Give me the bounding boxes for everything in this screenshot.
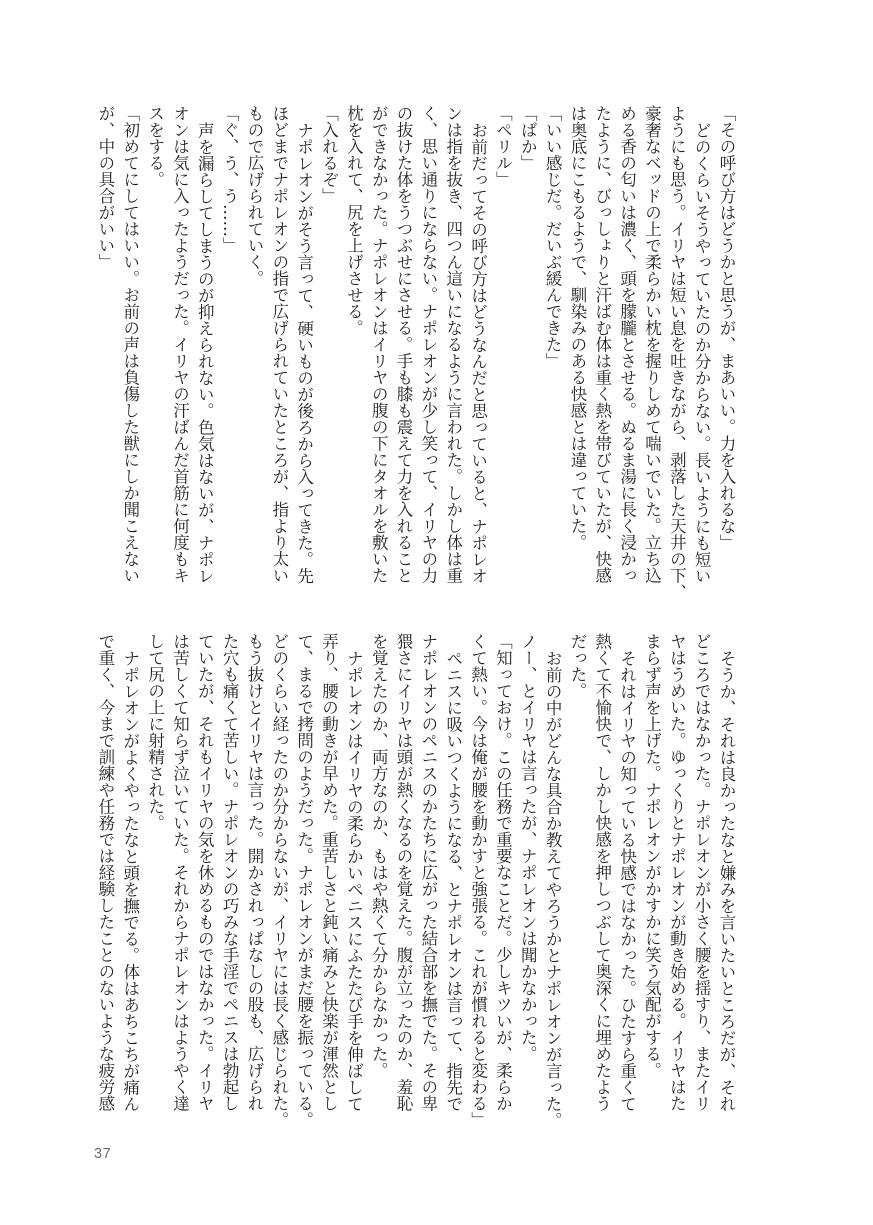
text-column-21: た穴も痛くて苦しい。ナポレオンの巧みな手淫でペニスは勃起し <box>220 633 240 1112</box>
text-column-15: ができなかった。ナポレオンはイリヤの腹の下にタオルを敷いた <box>369 105 389 584</box>
text-column-18: て、まるで拷問のようだった。ナポレオンがまだ腰を振っている。 <box>294 633 314 1128</box>
text-column-20: もので広げられていく。 <box>244 105 264 287</box>
text-column-24: スをする。 <box>145 105 165 188</box>
text-column-21: 「ぐ、う、う……」 <box>220 105 240 254</box>
text-column-5: それはイリヤの知っている快感ではなかった。ひたすら重くて <box>617 649 637 1112</box>
text-column-5: める香の匂いは濃く、頭を朦朧とさせる。ぬるま湯に長く浸かっ <box>617 105 637 584</box>
text-column-13: ナポレオンのペニスのかたちに広がった結合部を撫でた。その卑 <box>418 633 438 1112</box>
text-column-8: 「いい感じだ。だいぶ緩んできた」 <box>543 105 563 369</box>
text-column-11: くて熱い。今は俺が腰を動かすと強張る。これが慣れると変わる」 <box>468 633 488 1128</box>
text-column-25: ナポレオンがよくやったなと頭を撫でる。体はあちこちが痛ん <box>120 649 140 1112</box>
text-column-3: ようにも思う。イリヤは短い息を吐きながら、剥落した天井の下、 <box>667 105 687 600</box>
text-column-12: ンは指を抜き、四つん這いになるように言われた。しかし体は重 <box>443 105 463 584</box>
text-block-top <box>92 105 738 602</box>
text-column-18: ナポレオンがそう言って、硬いものが後ろから入ってきた。先 <box>294 121 314 584</box>
text-column-9: 「ばか」 <box>518 105 538 171</box>
text-column-24: して尻の上に射精された。 <box>145 633 165 831</box>
text-column-7: は奥底にこもるようで、馴染みのある快感とは違っていた。 <box>567 105 587 551</box>
text-column-8: お前の中がどんな具合か教えてやろうかとナポレオンが言った。 <box>543 649 563 1128</box>
text-column-23: は苦しくて知らず泣いていた。それからナポレオンはようやく達 <box>170 633 190 1112</box>
text-column-19: どのくらい経ったのか分からないが、イリヤには長く感じられた。 <box>269 633 289 1128</box>
text-column-26: で重く、今まで訓練や任務では経験したことのないような疲労感 <box>95 633 115 1112</box>
text-column-4: 豪奢なベッドの上で柔らかい枕を握りしめて喘いでいた。立ち込 <box>642 105 662 584</box>
text-column-22: 声を漏らしてしまうのが抑えられない。色気はないが、ナポレ <box>195 121 215 584</box>
text-column-16: 枕を入れて、尻を上げさせる。 <box>344 105 364 336</box>
text-column-6: 熱くて不愉快で、しかし快感を押しつぶして奥深くに埋めたよう <box>592 633 612 1112</box>
text-column-20: もう抜けとイリヤは言った。開かされっぱなしの股も、広げられ <box>244 633 264 1112</box>
text-column-26: が、中の具合がいい」 <box>95 105 115 270</box>
text-column-2: どのくらいそうやっていたのか分からない。長いようにも短い <box>692 121 712 584</box>
text-column-3: ヤはうめいた。ゆっくりとナポレオンが動き始める。イリヤはた <box>667 633 687 1112</box>
text-column-2: どころではなかった。ナポレオンが小さく腰を揺すり、またイリ <box>692 633 712 1112</box>
text-column-7: だった。 <box>567 633 587 699</box>
text-column-6: たように、びっしょりと汗ばむ体は重く熱を帯びていたが、快感 <box>592 105 612 584</box>
text-column-12: ペニスに吸いつくようになる、とナポレオンは言って、指先で <box>443 649 463 1112</box>
page-number: 37 <box>94 1146 112 1162</box>
text-column-19: ほどまでナポレオンの指で広げられていたところが、指より太い <box>269 105 289 584</box>
text-column-15: を覚えたのか、両方なのか、もはや熱くて分からなかった。 <box>369 633 389 1079</box>
text-column-1: そうか、それは良かったなと嫌みを言いたいところだが、それ <box>717 649 736 1112</box>
text-column-23: オンは気に入ったようだった。イリヤの汗ばんだ首筋に何度もキ <box>170 105 190 584</box>
text-column-17: 弄り、腰の動きが早めた。重苦しさと鈍い痛みと快楽が渾然とし <box>319 633 339 1112</box>
text-column-25: 「初めてにしてはいい。お前の声は負傷した獣にしか聞こえない <box>120 105 140 584</box>
text-column-10: 「ペリル」 <box>493 105 513 188</box>
text-column-1: 「その呼び方はどうかと思うが、まあいい。力を入れるな」 <box>717 105 736 551</box>
text-column-9: ノー、とイリヤは言ったが、ナポレオンは聞かなかった。 <box>518 633 538 1062</box>
text-column-10: 「知っておけ。この任務で重要なことだ。少しキツいが、柔らか <box>493 633 513 1112</box>
text-column-11: お前だってその呼び方はどうなんだと思っていると、ナポレオ <box>468 121 488 584</box>
text-block-bottom <box>92 633 738 1130</box>
text-column-4: まらず声を上げた。ナポレオンがかすかに笑う気配がする。 <box>642 633 662 1079</box>
text-column-16: ナポレオンはイリヤの柔らかいペニスにふたたび手を伸ばして <box>344 649 364 1112</box>
text-column-13: く、思い通りにならない。ナポレオンが少し笑って、イリヤの力 <box>418 105 438 584</box>
text-column-22: ていたが、それもイリヤの気を休めるものではなかった。イリヤ <box>195 633 215 1112</box>
text-column-17: 「入れるぞ」 <box>319 105 339 204</box>
text-column-14: 猥さにイリヤは頭が熱くなるのを覚えた。腹が立ったのか、羞恥 <box>394 633 414 1112</box>
text-column-14: の抜けた体をうつぶせにさせる。手も膝も震えて力を入れること <box>394 105 414 584</box>
